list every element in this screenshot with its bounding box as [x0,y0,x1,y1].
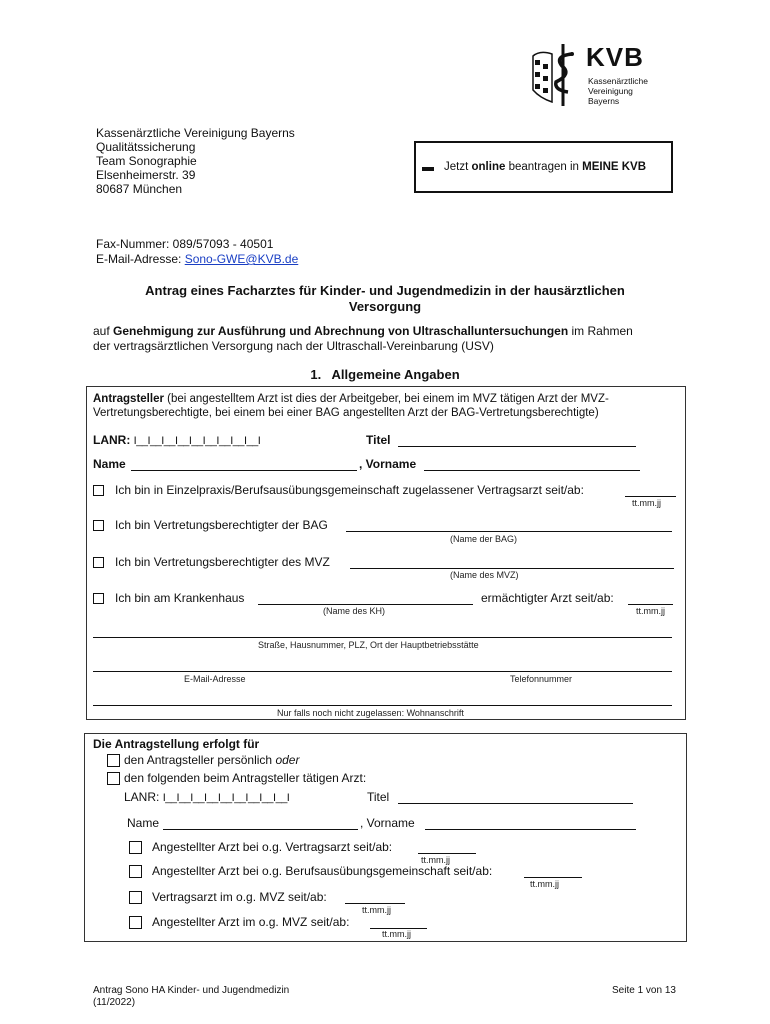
a3-hint: tt.mm.jj [362,905,391,915]
opt4-label: Ich bin am Krankenhaus [115,591,245,605]
vorname-input[interactable] [424,470,640,471]
email-hint: E-Mail-Adresse [184,674,246,684]
logo-line1: Kassenärztliche [588,76,649,86]
online-bold2: MEINE KVB [582,161,647,173]
opt4-checkbox[interactable] [93,593,104,604]
online-apply-box[interactable] [414,141,673,193]
a3-date-input[interactable] [345,903,405,904]
kvb-shield-icon [530,42,580,108]
email-label: E-Mail-Adresse: [96,252,182,266]
self-label-or: oder [275,753,300,767]
online-middle: beantragen in [508,161,579,173]
address-line4: Elsenheimerstr. 39 [96,168,196,182]
online-bold1: online [471,161,506,173]
name-input[interactable] [131,470,357,471]
logo-abbr: KVB [586,42,644,72]
a1-label: Angestellter Arzt bei o.g. Vertragsarzt seit/ab: [152,840,393,854]
opt4-hint2: tt.mm.jj [636,606,665,616]
opt2-hint: (Name der BAG) [450,534,518,544]
lanr-input[interactable]: I__I__I__I__I__I__I__I__I__I [133,435,261,447]
intro-text: auf Genehmigung zur Ausführung und Abrechnung von Ultraschalluntersuchungen im Rahmen der vertragsärztlichen Versorgung nach der Ultraschall-Vereinbarung (USV) [93,324,633,353]
a4-hint: tt.mm.jj [382,929,411,939]
address-line5: 80687 München [96,182,183,196]
a2-hint: tt.mm.jj [530,879,559,889]
address-input[interactable] [93,637,672,638]
footer-doc-name: Antrag Sono HA Kinder- und Jugendmedizin [93,985,290,996]
name-label: Name [93,457,126,471]
a1-date-input[interactable] [418,853,476,854]
opt4-mid-label: ermächtigter Arzt seit/ab: [481,591,614,605]
titel-input[interactable] [398,446,636,447]
self-label: den Antragsteller persönlich [124,753,273,767]
opt2-label: Ich bin Vertretungsberechtigter der BAG [115,518,328,532]
opt1-hint: tt.mm.jj [632,498,661,508]
lanr-label: LANR: [93,433,131,447]
address-line3: Team Sonographie [96,154,197,168]
opt1-checkbox[interactable] [93,485,104,496]
section1-heading: 1. Allgemeine Angaben [310,367,460,382]
s2-name-label: Name [127,816,160,830]
opt1-label: Ich bin in Einzelpraxis/Berufsausübungsgemeinschaft zugelassener Vertragsarzt seit/ab: [115,483,584,497]
a3-checkbox[interactable] [129,891,142,904]
s2-titel-input[interactable] [398,803,633,804]
address-line1: Kassenärztliche Vereinigung Bayerns [96,126,295,140]
s2-titel-label: Titel [367,790,390,804]
antragsteller-label: Antragsteller [93,393,164,405]
a2-checkbox[interactable] [129,865,142,878]
home-address-input[interactable] [93,705,672,706]
address-line2: Qualitätssicherung [96,140,196,154]
fax-number: Fax-Nummer: 089/57093 - 40501 [96,237,274,251]
form-title: Antrag eines Facharztes für Kinder- und Jugendmedizin in der hausärztlichen Versorgung [145,283,625,314]
opt3-hint: (Name des MVZ) [450,570,519,580]
phone-hint: Telefonnummer [510,674,573,684]
arrow-right-icon [422,165,436,173]
self-checkbox[interactable] [107,754,120,767]
a1-hint: tt.mm.jj [421,855,450,865]
vorname-label: , Vorname [359,457,417,471]
s2-name-input[interactable] [163,829,358,830]
other-checkbox[interactable] [107,772,120,785]
footer-page-number: Seite 1 von 13 [612,985,676,996]
a2-label: Angestellter Arzt bei o.g. Berufsausübungsgemeinschaft seit/ab: [152,864,493,878]
s2-vorname-input[interactable] [425,829,636,830]
s2-lanr-input[interactable]: I__I__I__I__I__I__I__I__I__I [162,792,290,804]
a3-label: Vertragsarzt im o.g. MVZ seit/ab: [152,890,327,904]
logo-line3: Bayerns [588,96,620,106]
opt2-checkbox[interactable] [93,520,104,531]
a4-checkbox[interactable] [129,916,142,929]
other-label: den folgenden beim Antragsteller tätigen Arzt: [124,771,367,785]
online-prefix: Jetzt [444,161,469,173]
kvb-logo [530,42,670,110]
home-address-hint: Nur falls noch nicht zugelassen: Wohnanschrift [277,708,464,718]
s2-lanr-label: LANR: [124,790,160,804]
email-input[interactable] [93,671,672,672]
opt4-kh-input[interactable] [258,604,473,605]
a2-date-input[interactable] [524,877,582,878]
opt3-mvz-input[interactable] [350,568,674,569]
opt3-label: Ich bin Vertretungsberechtigter des MVZ [115,555,330,569]
footer-doc-version: (11/2022) [93,997,136,1008]
opt2-bag-input[interactable] [346,531,672,532]
opt4-date-input[interactable] [628,604,673,605]
a1-checkbox[interactable] [129,841,142,854]
email-link[interactable]: Sono-GWE@KVB.de [184,252,299,266]
opt4-hint1: (Name des KH) [323,606,386,616]
a4-label: Angestellter Arzt im o.g. MVZ seit/ab: [152,915,350,929]
recipient-address [96,126,295,196]
section2-heading: Die Antragstellung erfolgt für [93,737,260,751]
opt1-date-input[interactable] [625,496,676,497]
titel-label: Titel [366,433,391,447]
logo-line2: Vereinigung [588,86,633,96]
opt3-checkbox[interactable] [93,557,104,568]
address-hint: Straße, Hausnummer, PLZ, Ort der Hauptbetriebsstätte [258,640,479,650]
s2-vorname-label: , Vorname [360,816,415,830]
